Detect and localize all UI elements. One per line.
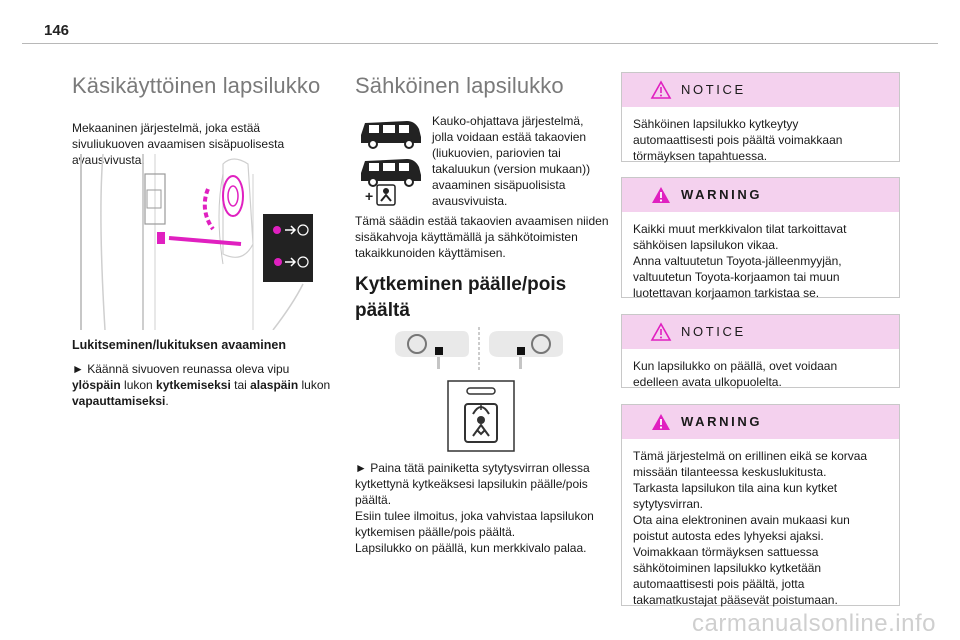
child-lock-button xyxy=(447,380,515,452)
intro-text: Mekaaninen järjestelmä, joka estää sivuliukuoven avaamisen sisäpuolisesta avausvivusta. xyxy=(72,121,285,167)
switch-heading: Kytkeminen päälle/pois päältä xyxy=(355,274,567,321)
lock-heading: Lukitseminen/lukituksen avaaminen xyxy=(72,338,286,352)
notice-box xyxy=(621,72,900,162)
notice-header xyxy=(622,315,899,349)
electric-child-lock-section xyxy=(355,72,610,555)
section-title: Sähköinen lapsilukko xyxy=(355,73,564,98)
door-lever-illustration xyxy=(73,154,325,330)
warning-triangle-icon xyxy=(650,412,672,432)
warning-label: WARNING xyxy=(681,414,763,429)
warning-triangle-icon xyxy=(650,80,672,100)
press-instruction: ► Paina tätä painiketta sytytysvirran ollessa kytkettynä kytkeäksesi lapsilukin päälle/pois päältä. Esiin tulee ilmoitus, joka vahvistaa lapsilukon kytkemisen päälle/pois päältä. Lapsilukko on päällä, kun merkkivalo palaa. xyxy=(355,461,594,555)
svg-text:+: + xyxy=(365,188,374,204)
section-title: Käsikäyttöinen lapsilukko xyxy=(72,73,321,98)
notice-box xyxy=(621,314,900,388)
warning-box xyxy=(621,177,900,298)
watermark[interactable]: carmanualsonline.info xyxy=(692,610,936,637)
notice-label: NOTICE xyxy=(681,82,746,97)
warning-label: WARNING xyxy=(681,187,763,202)
adjuster-description: Tämä säädin estää takaovien avaamisen niiden sisäkahvoja käyttämällä ja sähkötoimisten takaikkunoiden käyttämisen. xyxy=(355,214,609,260)
warning-box xyxy=(621,404,900,606)
warning-header xyxy=(622,178,899,212)
warning-triangle-icon xyxy=(650,322,672,342)
warning-triangle-icon xyxy=(650,185,672,205)
warning-text: Kaikki muut merkkivalon tilat tarkoittavat sähköisen lapsilukon vikaa. Anna valtuutetun Toyota-jälleenmyyjän, valtuutetun Toyota-korjaamon tai muun luotettavan korjaamon tarkistaa se. xyxy=(633,222,847,300)
notice-text: Kun lapsilukko on päällä, ovet voidaan edelleen avata ulkopuolelta. xyxy=(633,359,838,389)
header-divider xyxy=(22,43,938,44)
lock-instruction: ► Käännä sivuoven reunassa oleva vipu ylöspäin lukon kytkemiseksi tai alaspäin lukon vapauttamiseksi. xyxy=(72,362,331,408)
notice-text: Sähköinen lapsilukko kytkeytyy automaattisesti pois päältä voimakkaan törmäyksen tapahtuessa. xyxy=(633,117,843,163)
notice-label: NOTICE xyxy=(681,324,746,339)
vehicle-icon xyxy=(357,115,425,207)
warning-text: Tämä järjestelmä on erillinen eikä se korvaa missään tilanteessa keskuslukitusta. Tarkasta lapsilukon tila aina kun kytket sytytysvirran. Ota aina elektroninen avain mukaasi kun poistut autosta edes lyhyeksi ajaksi. Voimakkaan törmäyksen sattuessa sähkötoiminen lapsilukko kytketään automaattisesti pois päältä, jotta takamatkustajat pääsevät poistumaan. xyxy=(633,449,868,607)
notice-header xyxy=(622,73,899,107)
steering-position-indicators xyxy=(393,327,565,371)
warning-header xyxy=(622,405,899,439)
page-number: 146 xyxy=(44,22,70,39)
remote-description: Kauko-ohjattava järjestelmä, jolla voidaan estää takaovien (liukuovien, pariovien tai takaluukun (version mukaan)) avaaminen sisäpuolisista avausvivuista. xyxy=(432,114,591,208)
